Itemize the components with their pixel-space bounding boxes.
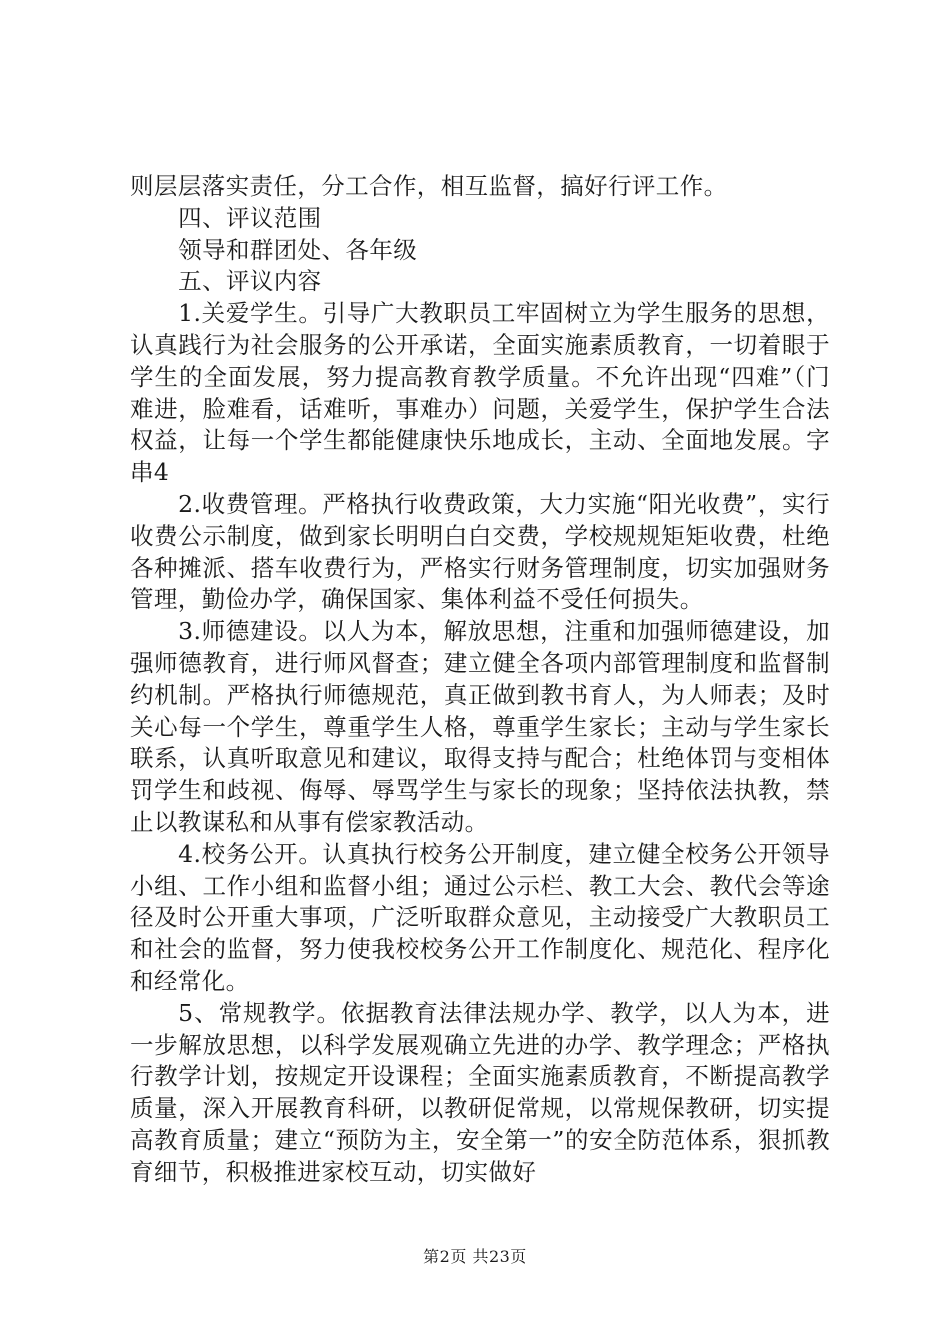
page-number-footer: 第2页 共23页 <box>423 1247 527 1266</box>
paragraph-school-affairs: 4.校务公开。认真执行校务公开制度，建立健全校务公开领导小组、工作小组和监督小组；通过公示栏、教工大会、教代会等途径及时公开重大事项，广泛听取群众意见，主动接受广大教职员工和社会的监督，努力使我校校务公开工作制度化、规范化、程序化和经常化。 <box>130 839 830 995</box>
scope-text: 领导和群团处、各年级 <box>178 235 418 264</box>
paragraph-teacher-ethics: 3.师德建设。以人为本，解放思想，注重和加强师德建设，加强师德教育，进行师风督查；建立健全各项内部管理制度和监督制约机制。严格执行师德规范，真正做到教书育人，为人师表；及时关心每一个学生，尊重学生人格，尊重学生家长；主动与学生家长联系，认真听取意见和建议，取得支持与配合；杜绝体罚与变相体罚学生和歧视、侮辱、辱骂学生与家长的现象；坚持依法执教，禁止以教谋私和从事有偿家教活动。 <box>130 617 830 836</box>
paragraph-continuation: 则层层落实责任，分工合作，相互监督，搞好行评工作。 <box>130 172 728 200</box>
document-body <box>130 171 830 1189</box>
paragraph-care-students: 1.关爱学生。引导广大教职员工牢固树立为学生服务的思想，认真践行为社会服务的公开承诺，全面实施素质教育，一切着眼于学生的全面发展，努力提高教育教学质量。不允许出现“四难”（门难进，脸难看，话难听，事难办）问题，关爱学生，保护学生合法权益，让每一个学生都能健康快乐地成长，主动、全面地发展。字串4 <box>130 299 830 487</box>
section-heading-content: 五、评议内容 <box>178 267 322 296</box>
section-heading-scope: 四、评议范围 <box>178 203 322 232</box>
paragraph-routine-teaching: 5、常规教学。依据教育法律法规办学、教学，以人为本，进一步解放思想，以科学发展观确立先进的办学、教学理念；严格执行教学计划，按规定开设课程；全面实施素质教育，不断提高教学质量，深入开展教育科研，以教研促常规，以常规保教研，切实提高教育质量；建立“预防为主，安全第一”的安全防范体系，狠抓教育细节，积极推进家校互动，切实做好 <box>130 998 830 1186</box>
paragraph-fee-management: 2.收费管理。严格执行收费政策，大力实施“阳光收费”，实行收费公示制度，做到家长明明白白交费，学校规规矩矩收费，杜绝各种摊派、搭车收费行为，严格实行财务管理制度，切实加强财务管理，勤俭办学，确保国家、集体利益不受任何损失。 <box>130 489 830 614</box>
